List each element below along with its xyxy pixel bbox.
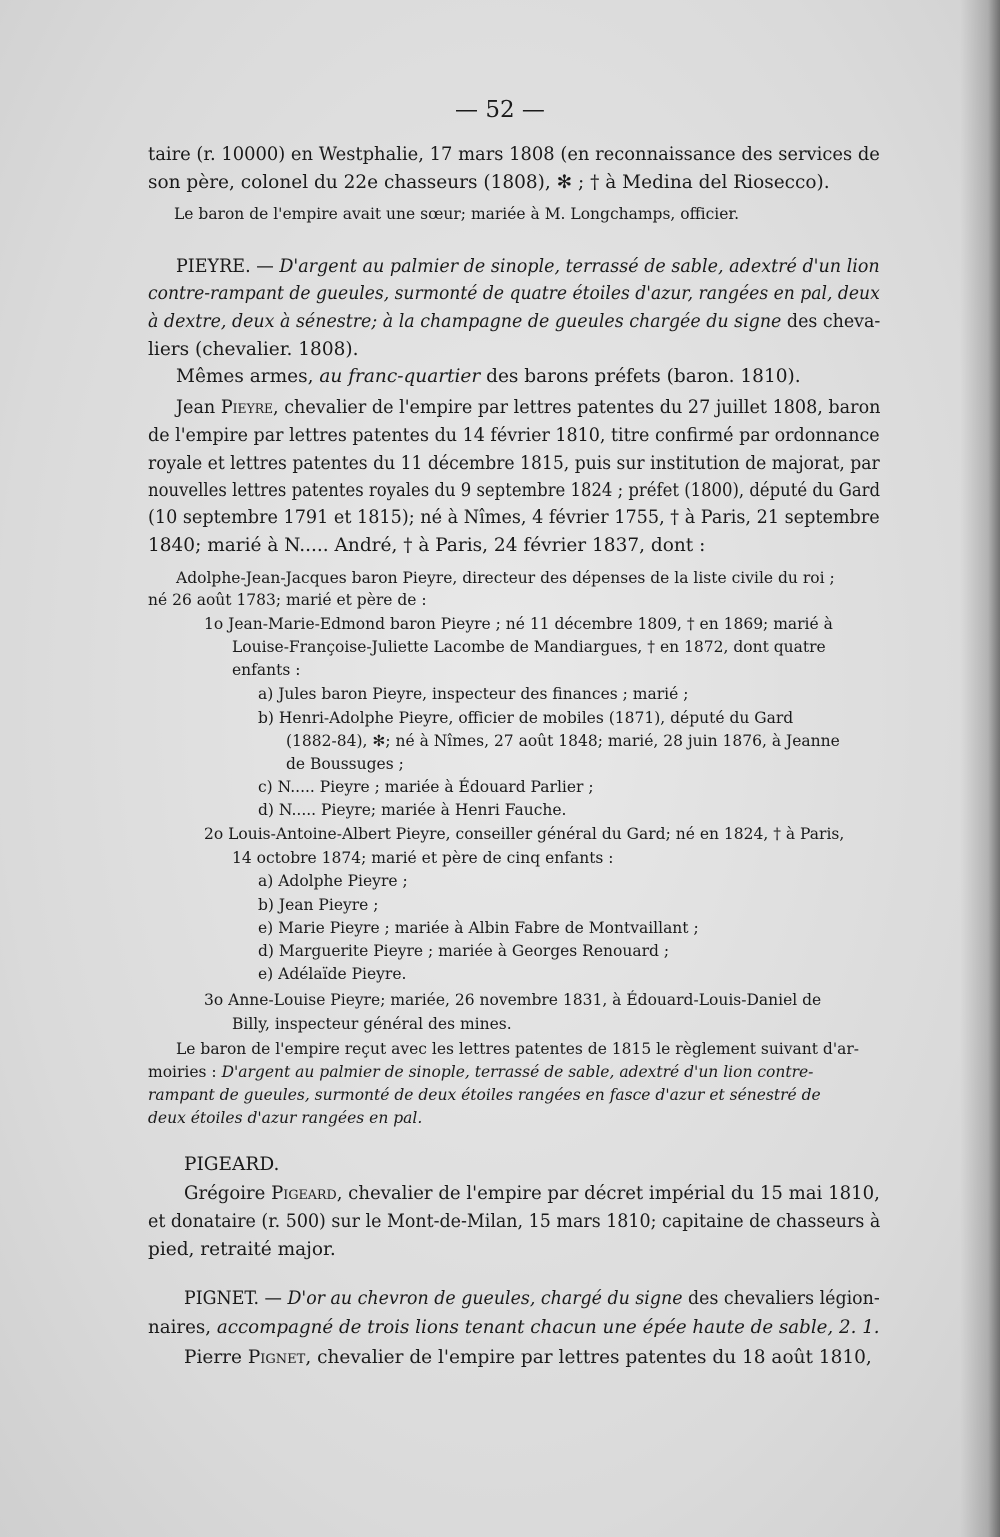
text-line: Le baron de l'empire avait une sœur; mariée à M. Longchamps, officier. <box>174 205 740 223</box>
text-line: d) N..... Pieyre; mariée à Henri Fauche. <box>258 801 567 819</box>
text-line: Adolphe-Jean-Jacques baron Pieyre, directeur des dépenses de la liste civile du roi ; <box>176 569 835 587</box>
text-line: rampant de gueules, surmonté de deux étoiles rangées en fasce d'azur et sénestré de <box>148 1086 821 1104</box>
text-line: Louise-Françoise-Juliette Lacombe de Mandiargues, † en 1872, dont quatre <box>232 638 826 656</box>
text-line: nouvelles lettres patentes royales du 9 septembre 1824 ; préfet (1800), député du Gard <box>148 480 881 501</box>
text-line: e) Marie Pieyre ; mariée à Albin Fabre de Montvaillant ; <box>258 919 699 937</box>
text-line: Pierre Pignet, chevalier de l'empire par lettres patentes du 18 août 1810, <box>184 1347 872 1368</box>
text-line: deux étoiles d'azur rangées en pal. <box>148 1109 423 1127</box>
text-line: b) Henri-Adolphe Pieyre, officier de mobiles (1871), député du Gard <box>258 709 794 727</box>
text-line: naires, accompagné de trois lions tenant chacun une épée haute de sable, 2. 1. <box>148 1317 880 1338</box>
text-line: enfants : <box>232 661 301 679</box>
text-line: Jean Pieyre, chevalier de l'empire par lettres patentes du 27 juillet 1808, baron <box>176 397 881 418</box>
text-line: moiries : D'argent au palmier de sinople, terrassé de sable, adextré d'un lion contre- <box>148 1063 814 1081</box>
text-line: (10 septembre 1791 et 1815); né à Nîmes, 4 février 1755, † à Paris, 21 septembre <box>148 507 880 528</box>
text-line: 14 octobre 1874; marié et père de cinq enfants : <box>232 849 614 867</box>
text-line: Billy, inspecteur général des mines. <box>232 1015 512 1033</box>
page-edge-shadow <box>960 0 1000 1537</box>
text-line: c) N..... Pieyre ; mariée à Édouard Parlier ; <box>258 778 594 796</box>
text-line: PIEYRE. — D'argent au palmier de sinople, terrassé de sable, adextré d'un lion <box>176 256 880 277</box>
text-line: son père, colonel du 22e chasseurs (1808), ✻ ; † à Medina del Riosecco). <box>148 172 830 193</box>
text-line: à dextre, deux à sénestre; à la champagne de gueules chargée du signe des cheva- <box>148 311 881 332</box>
text-line: et donataire (r. 500) sur le Mont-de-Milan, 15 mars 1810; capitaine de chasseurs à <box>148 1211 881 1232</box>
text-line: taire (r. 10000) en Westphalie, 17 mars 1808 (en reconnaissance des services de <box>148 144 880 165</box>
text-line: b) Jean Pieyre ; <box>258 896 379 914</box>
text-line: e) Adélaïde Pieyre. <box>258 965 407 983</box>
text-line: 1o Jean-Marie-Edmond baron Pieyre ; né 11 décembre 1809, † en 1869; marié à <box>204 615 833 633</box>
text-line: a) Jules baron Pieyre, inspecteur des finances ; marié ; <box>258 685 689 703</box>
text-line: pied, retraité major. <box>148 1239 336 1260</box>
text-line: PIGNET. — D'or au chevron de gueules, chargé du signe des chevaliers légion- <box>184 1288 880 1309</box>
page-number: — 52 — <box>455 97 545 123</box>
heading-pieyre: PIEYRE. — <box>176 256 280 277</box>
text-line: Le baron de l'empire reçut avec les lettres patentes de 1815 le règlement suivant d'ar- <box>176 1040 859 1058</box>
text-line: a) Adolphe Pieyre ; <box>258 872 408 890</box>
heading-pignet: PIGNET. — <box>184 1288 288 1309</box>
text-line: Grégoire Pigeard, chevalier de l'empire par décret impérial du 15 mai 1810, <box>184 1183 880 1204</box>
text-line: liers (chevalier. 1808). <box>148 339 359 360</box>
text-line: de Boussuges ; <box>286 755 404 773</box>
text-line: (1882-84), ✻; né à Nîmes, 27 août 1848; marié, 28 juin 1876, à Jeanne <box>286 732 840 750</box>
text-line: d) Marguerite Pieyre ; mariée à Georges Renouard ; <box>258 942 670 960</box>
text-line: contre-rampant de gueules, surmonté de quatre étoiles d'azur, rangées en pal, deux <box>148 283 880 304</box>
text-line: royale et lettres patentes du 11 décembre 1815, puis sur institution de majorat, par <box>148 453 880 474</box>
text-line: Mêmes armes, au franc-quartier des barons préfets (baron. 1810). <box>176 366 801 387</box>
text-line: de l'empire par lettres patentes du 14 février 1810, titre confirmé par ordonnance <box>148 425 880 446</box>
heading-pigeard: PIGEARD. <box>184 1154 280 1175</box>
text-line: né 26 août 1783; marié et père de : <box>148 591 427 609</box>
text-line: 3o Anne-Louise Pieyre; mariée, 26 novembre 1831, à Édouard-Louis-Daniel de <box>204 991 822 1009</box>
text-line: 1840; marié à N..... André, † à Paris, 24 février 1837, dont : <box>148 535 706 556</box>
text-line: 2o Louis-Antoine-Albert Pieyre, conseiller général du Gard; né en 1824, † à Paris, <box>204 825 845 843</box>
